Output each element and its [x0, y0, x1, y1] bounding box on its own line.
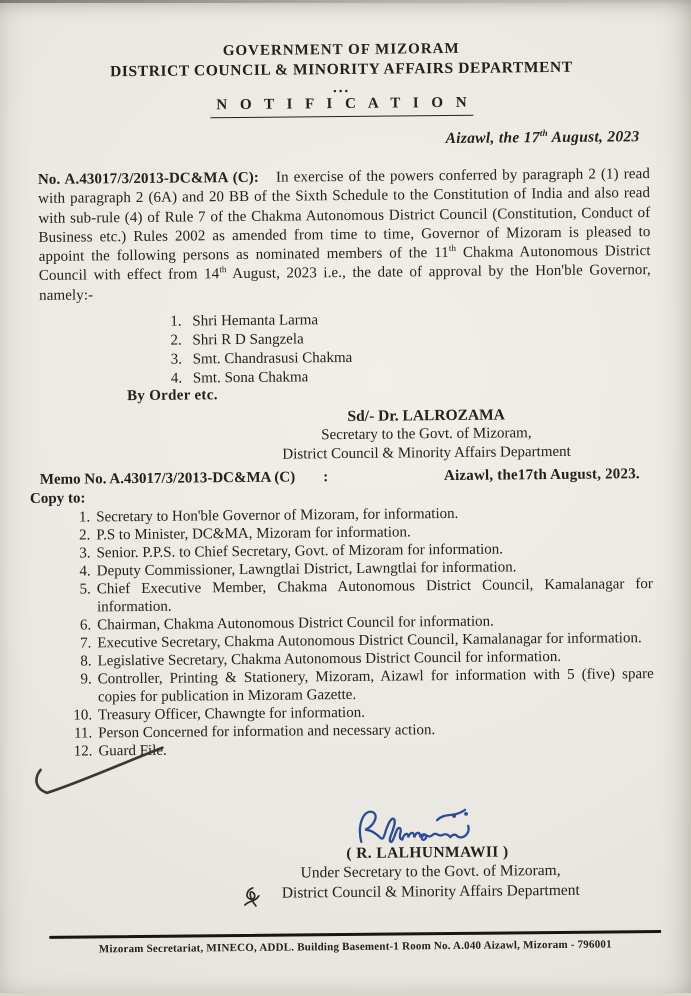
- signatory-block-secretary: [226, 404, 627, 465]
- list-number: 6.: [71, 616, 97, 634]
- list-number: 11.: [72, 724, 98, 742]
- place-date-rest: August, 2023: [548, 128, 640, 146]
- nominee-name: Shri R D Sangzela: [192, 330, 303, 350]
- list-number: 8.: [71, 652, 97, 670]
- list-number: 4.: [171, 369, 193, 388]
- handwritten-initial-mark: [242, 885, 264, 909]
- copy-item-text: Treasury Officer, Chawngte for information.: [98, 701, 654, 724]
- place-date-line: [446, 128, 640, 148]
- list-number: 4.: [71, 562, 97, 580]
- list-number: 9.: [72, 670, 98, 706]
- place-date-text: Aizawl, the 17: [446, 129, 540, 147]
- nominee-name: Shri Hemanta Larma: [192, 311, 318, 331]
- list-number: 12.: [72, 742, 98, 760]
- list-item: [170, 330, 352, 351]
- list-item: [171, 349, 353, 370]
- copy-item-text: Controller, Printing & Stationery, Mizoram, Aizawl for information with 5 (five) spare copies for publication in Mizoram Gazette.: [98, 665, 654, 706]
- signed-officer-designation-1: Under Secretary to the Govt. of Mizoram,: [231, 861, 631, 883]
- copy-item-text: P.S to Minister, DC&MA, Mizoram for information.: [96, 521, 652, 544]
- copy-item-text: Person Concerned for information and necessary action.: [98, 719, 654, 742]
- signed-officer-designation-2: District Council & Minority Affairs Department: [231, 881, 631, 903]
- notification-heading: N O T I F I C A T I O N: [210, 95, 473, 118]
- sd-line: Sd/- Dr. LALROZAMA: [226, 404, 626, 427]
- by-order-line: By Order etc.: [127, 387, 218, 405]
- copy-item-text: Guard File.: [98, 737, 654, 760]
- list-item: [71, 575, 653, 617]
- paragraph-sup-2: th: [219, 265, 226, 275]
- separator-dots: ...: [0, 77, 687, 101]
- list-item: [170, 311, 352, 332]
- copy-item-text: Chairman, Chakma Autonomous District Council for information.: [97, 611, 653, 634]
- copy-item-text: Executive Secretary, Chakma Autonomous District Council, Kamalanagar for information.: [97, 629, 653, 652]
- footer-address: Mizoram Secretariat, MINECO, ADDL. Building Basement-1 Room No. A.040 Aizawl, Mizoram - 796001: [49, 938, 661, 956]
- government-title: GOVERNMENT OF MIZORAM: [0, 39, 687, 63]
- list-number: 1.: [70, 508, 96, 526]
- memo-place-date: Aizawl, the17th August, 2023.: [444, 466, 640, 485]
- copy-item-text: Chief Executive Member, Chakma Autonomous District Council, Kamalanagar for information.: [97, 575, 653, 616]
- date-ordinal-sup: th: [540, 128, 548, 138]
- list-number: 3.: [171, 350, 193, 369]
- list-number: 7.: [71, 634, 97, 652]
- copy-item-text: Senior. P.P.S. to Chief Secretary, Govt. of Mizoram for information.: [96, 539, 652, 562]
- signed-officer-name: ( R. LALHUNMAWII ): [227, 842, 627, 864]
- copy-item-text: Secretary to Hon'ble Governor of Mizoram, for information.: [96, 503, 652, 526]
- nominee-name: Smt. Sona Chakma: [193, 368, 309, 388]
- memo-line: [40, 466, 640, 489]
- list-number: 1.: [170, 312, 192, 331]
- department-title: DISTRICT COUNCIL & MINORITY AFFAIRS DEPARTMENT: [0, 58, 687, 83]
- nominee-list: [170, 311, 352, 389]
- list-number: 5.: [71, 580, 97, 616]
- paragraph-seg-3: August, 2023 i.e., the date of approval by the Hon'ble Governor, namely:-: [39, 263, 651, 304]
- reference-number: No. A.43017/3/2013-DC&MA (C):: [38, 170, 259, 188]
- copy-to-label: Copy to:: [30, 490, 86, 508]
- memo-colon: :: [323, 469, 328, 486]
- memo-reference: Memo No. A.43017/3/2013-DC&MA (C): [40, 469, 296, 488]
- list-number: 3.: [70, 544, 96, 562]
- list-number: 2.: [170, 331, 192, 350]
- footer-divider: [49, 930, 661, 939]
- handwritten-tick-mark: [26, 743, 177, 802]
- notification-body-paragraph: [38, 165, 651, 306]
- copy-distribution-list: [70, 503, 654, 761]
- signatory-designation-2: District Council & Minority Affairs Department: [227, 442, 627, 465]
- copy-item-text: Legislative Secretary, Chakma Autonomous District Council for information.: [97, 647, 653, 670]
- paragraph-sup-1: th: [449, 243, 456, 253]
- list-item: [72, 665, 654, 707]
- nominee-name: Smt. Chandrasusi Chakma: [193, 349, 353, 370]
- paragraph-seg-1: In exercise of the powers conferred by paragraph 2 (1) read with paragraph 2 (6A) and 20 BB of the Sixth Schedule to the Constitution of India and also read with sub-rule (4) of Rule 7 of the Chakma Autonomous District Council (Constitution, Conduct of Business etc.) Rules 2002 as amended from time to time, Governor of Mizoram is pleased to appoint the following persons as nominated members of the 11: [38, 166, 650, 265]
- list-item: [171, 368, 353, 389]
- copy-item-text: Deputy Commissioner, Lawngtlai District, Lawngtlai for information.: [97, 557, 653, 580]
- paragraph-seg-2: Chakma Autonomous District Council with effect from 14: [39, 243, 651, 284]
- list-number: 10.: [72, 706, 98, 724]
- signatory-designation-1: Secretary to the Govt. of Mizoram,: [226, 423, 626, 446]
- list-number: 2.: [70, 526, 96, 544]
